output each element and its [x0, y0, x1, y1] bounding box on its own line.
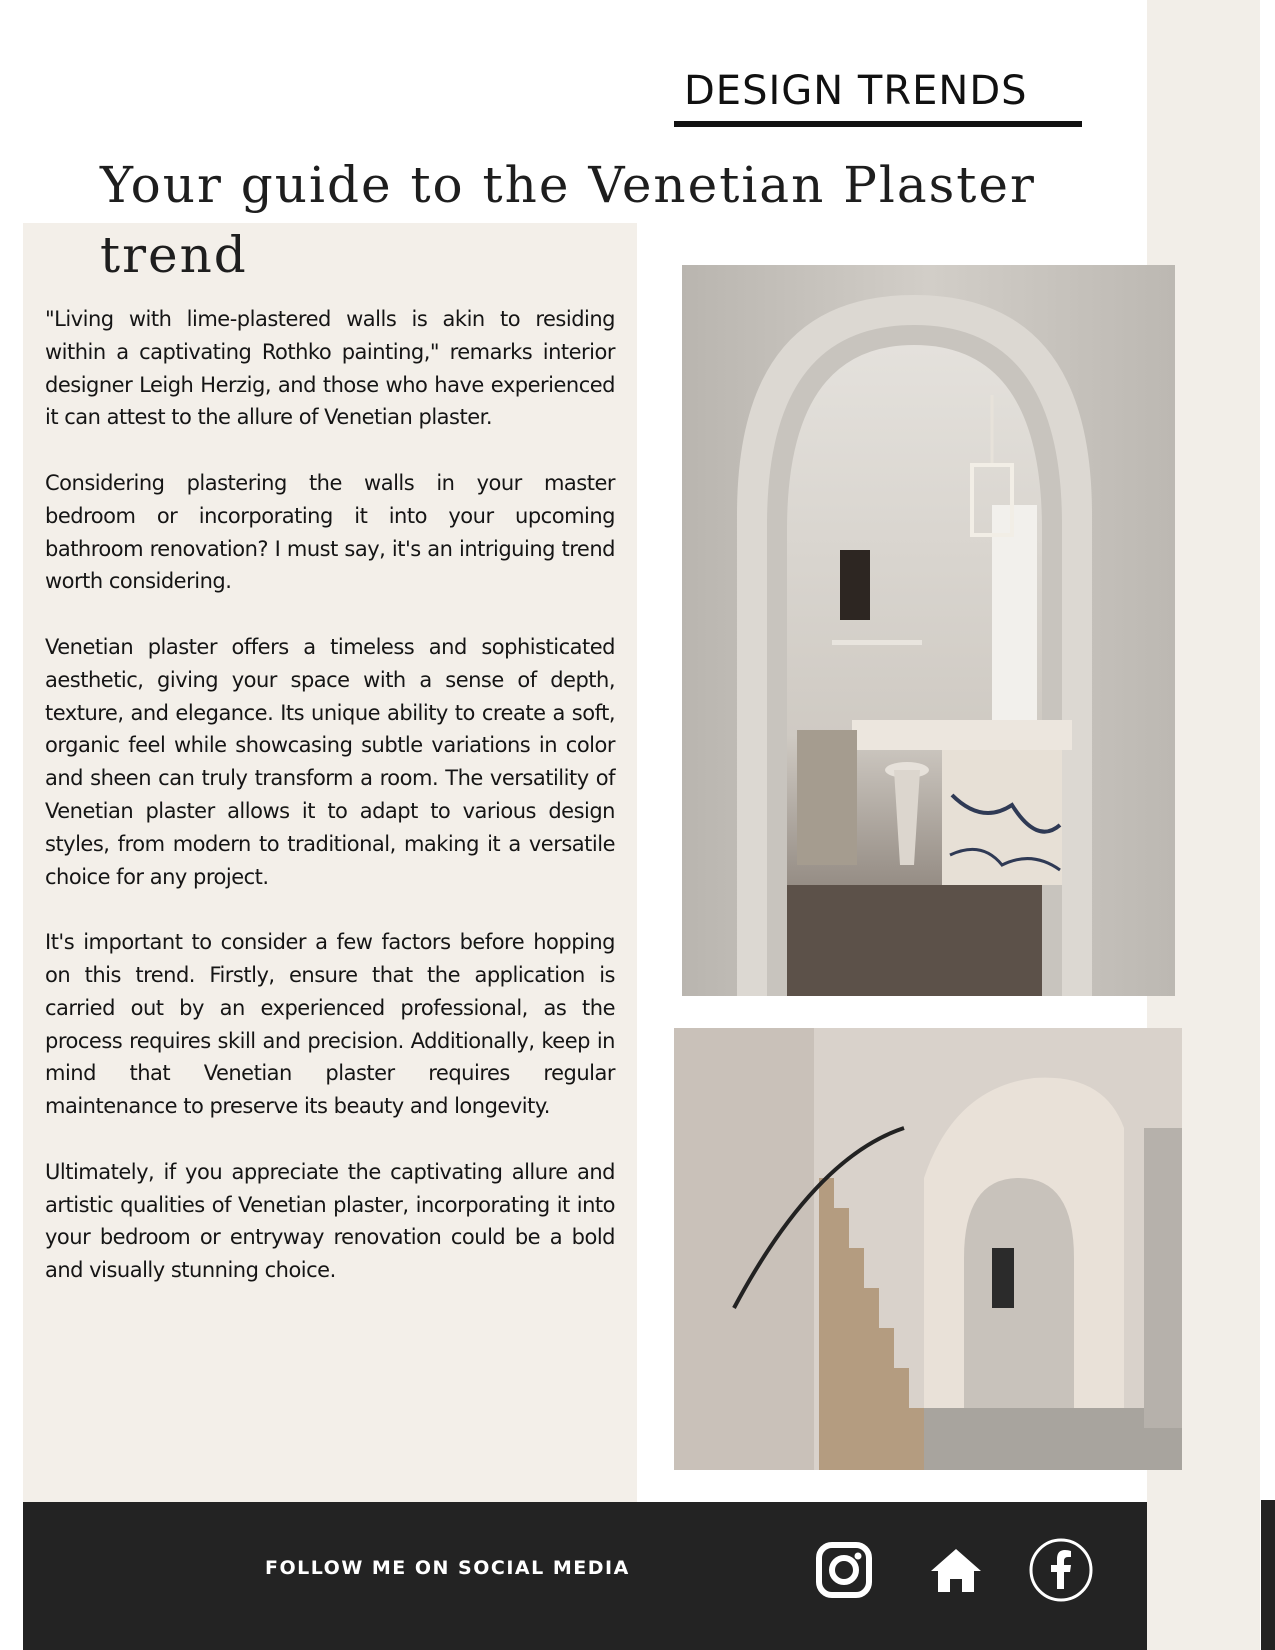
home-icon[interactable] — [923, 1537, 989, 1603]
decorative-edge-block — [1261, 1500, 1275, 1650]
section-underline — [674, 121, 1082, 127]
article-paragraph: Considering plastering the walls in your master bedroom or incorporating it into your upcoming bathroom renovation? I must say, it's an intriguing trend worth considering. — [45, 470, 615, 594]
follow-social-text: FOLLOW ME ON SOCIAL MEDIA — [265, 1557, 630, 1579]
staircase-entry-photo — [674, 1028, 1182, 1470]
article-paragraph: "Living with lime-plastered walls is akin to residing within a captivating Rothko painting," remarks interior designer Leigh Herzig, and those who have experienced it can attest to the allure of Venetian plaster. — [45, 307, 615, 430]
article-paragraph: Ultimately, if you appreciate the captivating allure and artistic qualities of Venetian plaster, incorporating it into your bedroom or entryway renovation could be a bold and visually stunning choice. — [45, 1159, 615, 1283]
article-body — [45, 303, 615, 1320]
article-title: Your guide to the Venetian Plaster trend — [100, 156, 1036, 284]
section-label: DESIGN TRENDS — [684, 68, 1028, 114]
article-paragraph: Venetian plaster offers a timeless and sophisticated aesthetic, giving your space with a sense of depth, texture, and elegance. Its unique ability to create a soft, organic feel while showcasing subtle variations in color and sheen can truly transform a room. The versatility of Venetian plaster allows it to adapt to various design styles, from modern to traditional, making it a versatile choice for any project. — [45, 634, 615, 889]
kitchen-archway-photo — [682, 265, 1175, 996]
footer-bar — [23, 1502, 1147, 1650]
article-paragraph: It's important to consider a few factors before hopping on this trend. Firstly, ensure that the application is carried out by an experienced professional, as the process requires skill and precision. Additionally, keep in mind that Venetian plaster requires regular maintenance to preserve its beauty and longevity. — [45, 930, 615, 1119]
instagram-icon[interactable] — [811, 1537, 877, 1603]
facebook-icon[interactable] — [1028, 1537, 1094, 1603]
